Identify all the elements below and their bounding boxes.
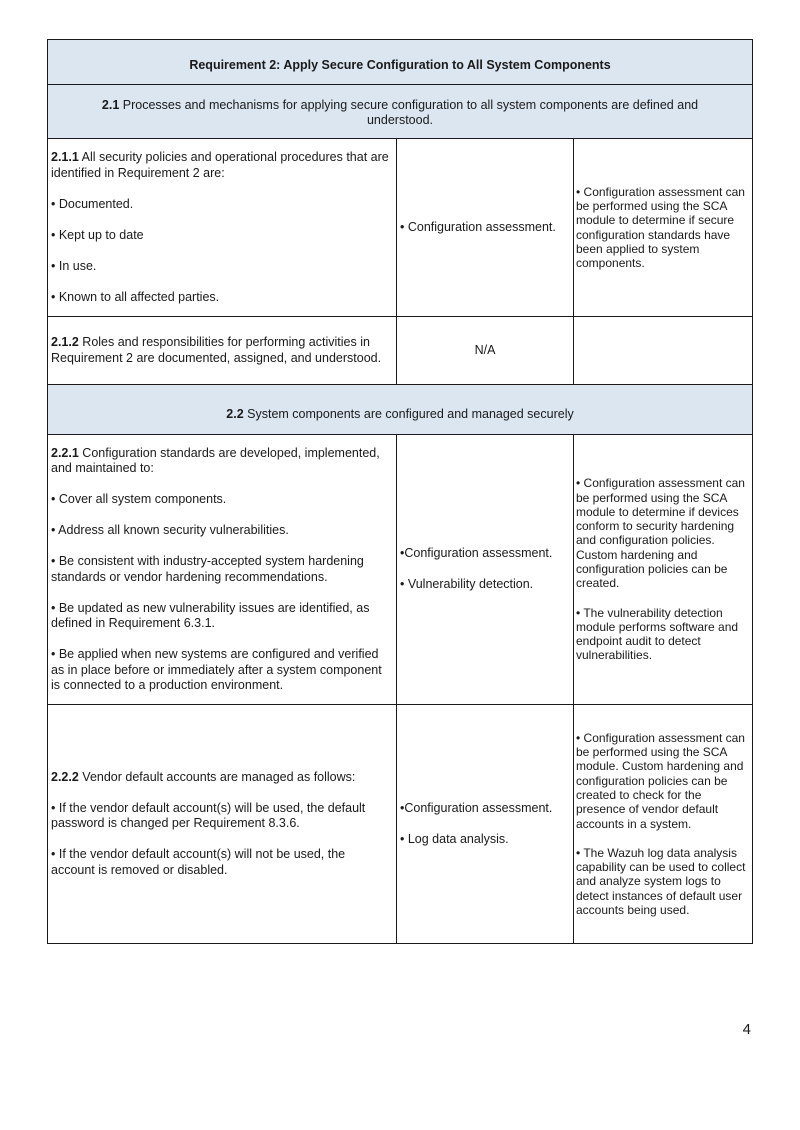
requirement-id: 2.2.2 xyxy=(51,769,79,784)
tool-cell xyxy=(397,139,574,317)
requirement-intro: Configuration standards are developed, implemented, and maintained to: xyxy=(51,445,380,475)
note-item: • The vulnerability detection module performs software and endpoint audit to detect vulnerabilities. xyxy=(576,605,739,663)
section-header xyxy=(48,385,753,435)
tool-item: •Configuration assessment. xyxy=(400,546,553,561)
table-title: Requirement 2: Apply Secure Configuration to All System Components xyxy=(48,40,753,85)
table-row xyxy=(48,139,753,317)
tool-item: • Configuration assessment. xyxy=(400,219,556,234)
section-header-row xyxy=(48,85,753,139)
requirement-bullet: • Cover all system components. xyxy=(51,492,227,506)
table-row xyxy=(48,435,753,705)
requirement-bullet: • If the vendor default account(s) will not be used, the account is removed or disabled. xyxy=(51,847,346,877)
requirement-cell xyxy=(48,139,397,317)
note-cell xyxy=(574,705,753,944)
requirement-bullet: • Be consistent with industry-accepted system hardening standards or vendor hardening recommendations. xyxy=(51,554,364,584)
table-row xyxy=(48,317,753,385)
section-text: System components are configured and managed securely xyxy=(247,407,574,421)
requirement-bullet: • Be updated as new vulnerability issues are identified, as defined in Requirement 6.3.1. xyxy=(51,600,370,630)
tool-cell xyxy=(397,705,574,944)
tool-cell xyxy=(397,435,574,705)
table-row xyxy=(48,705,753,944)
note-cell xyxy=(574,435,753,705)
tool-item: •Configuration assessment. xyxy=(400,800,553,815)
requirement-cell xyxy=(48,435,397,705)
requirement-bullet: • If the vendor default account(s) will be used, the default password is changed per Requirement 8.3.6. xyxy=(51,800,366,831)
section-header-row xyxy=(48,385,753,435)
requirement-id: 2.2.1 xyxy=(51,445,79,460)
requirement-intro: All security policies and operational procedures that are identified in Requirement 2 are: xyxy=(51,150,389,180)
requirement-intro: Roles and responsibilities for performing activities in Requirement 2 are documented, assigned, and understood. xyxy=(51,335,382,365)
requirement-cell xyxy=(48,317,397,385)
title-row xyxy=(48,40,753,85)
not-applicable-label: N/A xyxy=(474,342,496,357)
note-item: • The Wazuh log data analysis capability can be used to collect and analyze system logs to detect instances of default user accounts being used. xyxy=(576,845,746,917)
requirement-bullet: • Be applied when new systems are configured and verified as in place before or immediately after a system component is connected to a production environment. xyxy=(51,647,382,692)
requirement-bullet: • Address all known security vulnerabilities. xyxy=(51,523,289,537)
section-header xyxy=(48,85,753,139)
requirement-bullet: • In use. xyxy=(51,258,97,273)
requirement-table xyxy=(47,39,753,944)
note-item: • Configuration assessment can be performed using the SCA module to determine if devices conform to security hardening and configuration policies. Custom hardening and configuration policies can be created. xyxy=(576,476,745,591)
section-text: Processes and mechanisms for applying secure configuration to all system components are defined and understood. xyxy=(122,97,699,127)
requirement-intro: Vendor default accounts are managed as follows: xyxy=(82,769,356,784)
note-cell xyxy=(574,139,753,317)
section-id: 2.1 xyxy=(101,97,120,112)
requirement-bullet: • Known to all affected parties. xyxy=(51,289,220,304)
tool-item: • Log data analysis. xyxy=(400,831,509,846)
requirement-id: 2.1.2 xyxy=(51,335,79,349)
tool-cell xyxy=(397,317,574,385)
section-id: 2.2 xyxy=(226,407,244,421)
page-number: 4 xyxy=(742,1021,751,1038)
requirement-cell xyxy=(48,705,397,944)
note-item: • Configuration assessment can be performed using the SCA module to determine if secure configuration standards have been applied to system components. xyxy=(576,184,745,271)
requirement-bullet: • Kept up to date xyxy=(51,227,144,242)
requirement-id: 2.1.1 xyxy=(51,150,79,164)
note-item: • Configuration assessment can be performed using the SCA module. Custom hardening and configuration policies can be created to check for the presence of vendor default accounts in a system. xyxy=(576,730,745,831)
requirement-bullet: • Documented. xyxy=(51,196,134,211)
tool-item: • Vulnerability detection. xyxy=(400,577,534,592)
note-cell xyxy=(574,317,753,385)
